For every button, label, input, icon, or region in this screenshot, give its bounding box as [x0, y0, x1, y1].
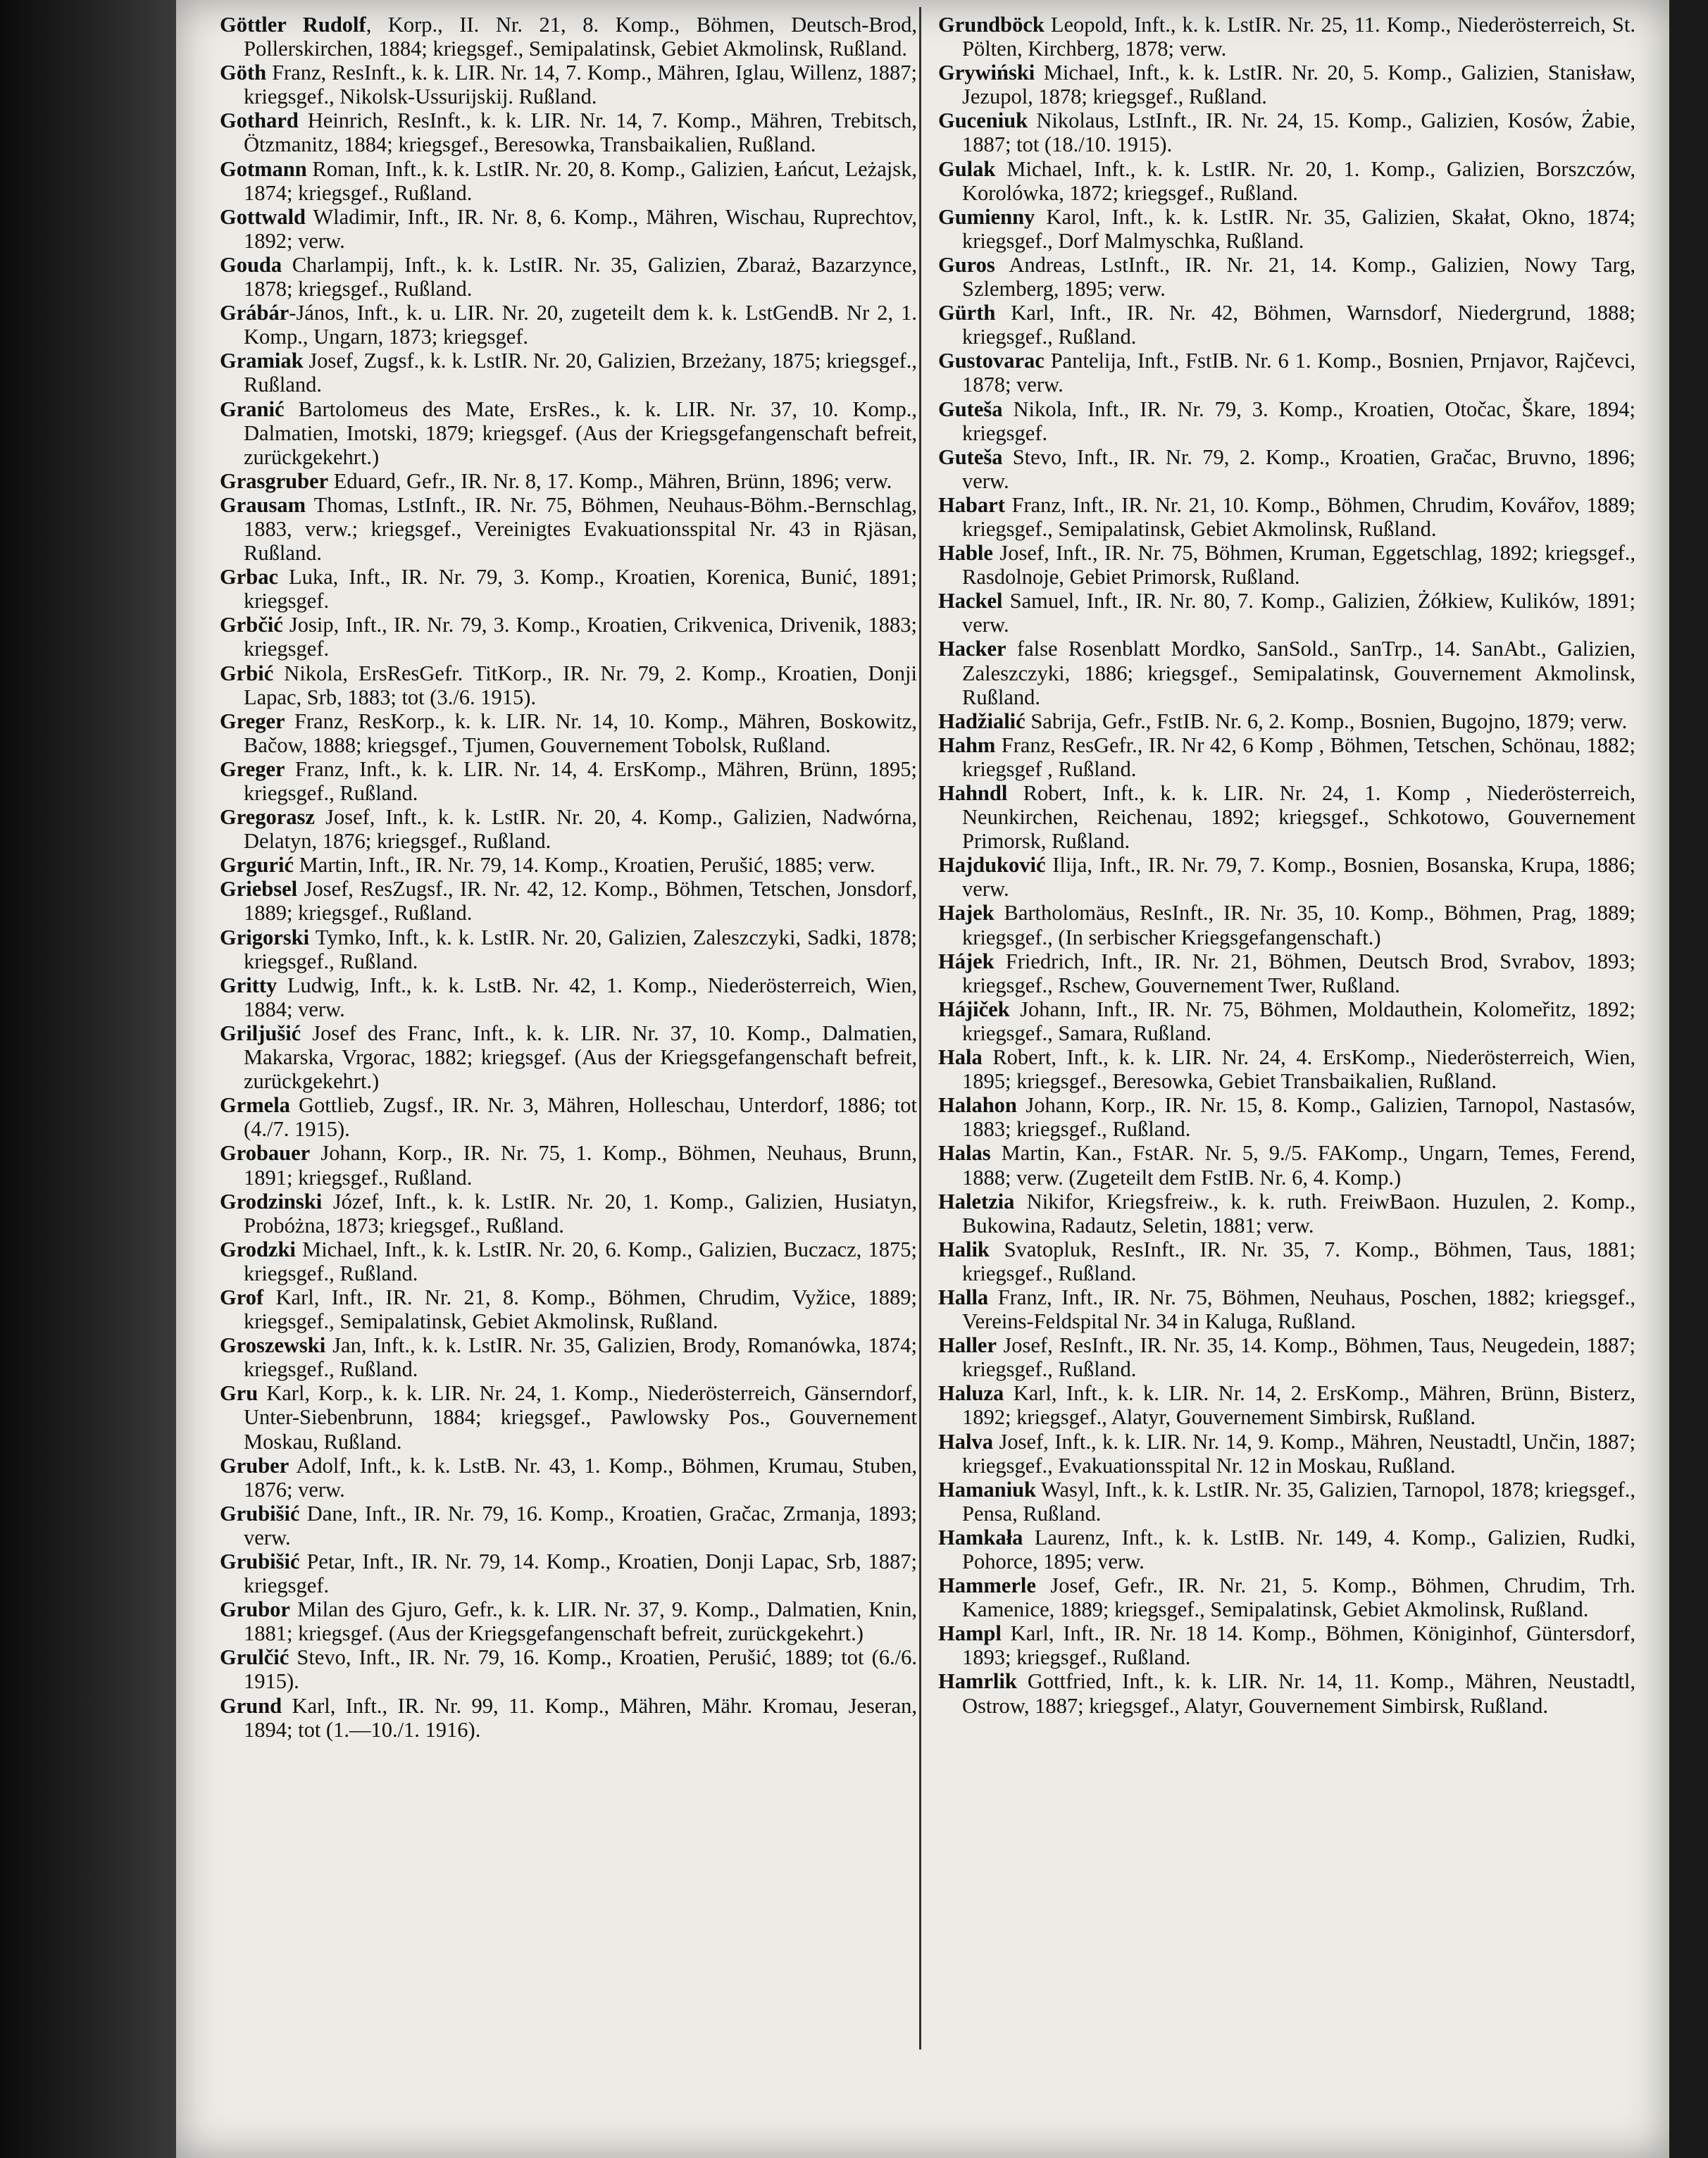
list-entry [938, 1190, 1635, 1237]
list-entry [220, 1141, 917, 1189]
entry-surname: Greger [220, 709, 285, 733]
entry-surname: Granić [220, 397, 285, 421]
entry-details: Józef, Inft., k. k. LstIR. Nr. 20, 1. Komp., Galizien, Husiatyn, Probóżna, 1873; kriegsgef., Rußland. [244, 1189, 917, 1237]
list-entry [938, 13, 1635, 61]
entry-surname: Griljušić [220, 1021, 301, 1045]
entry-surname: Gruber [220, 1453, 289, 1478]
entry-details: Franz, ResInft., k. k. LIR. Nr. 14, 7. Komp., Mähren, Iglau, Willenz, 1887; kriegsgef., Nikolsk-Ussurijskij. Rußland. [244, 61, 917, 109]
entry-surname: Guceniuk [938, 108, 1028, 133]
list-entry [220, 301, 917, 349]
list-entry [220, 1237, 917, 1285]
list-entry [938, 781, 1635, 853]
list-entry [220, 253, 917, 301]
list-entry [220, 157, 917, 205]
entry-details: Jan, Inft., k. k. LstIR. Nr. 35, Galizien, Brody, Romanówka, 1874; kriegsgef., Rußland. [244, 1333, 917, 1382]
entry-details: Wasyl, Inft., k. k. LstIR. Nr. 35, Galizien, Tarnopol, 1878; kriegsgef., Pensa, Rußland. [962, 1477, 1635, 1526]
list-entry [938, 1526, 1635, 1573]
entry-details: Laurenz, Inft., k. k. LstIB. Nr. 149, 4. Komp., Galizien, Rudki, Pohorce, 1895; verw. [962, 1525, 1635, 1573]
entry-surname: Grbčić [220, 613, 283, 637]
list-entry [220, 613, 917, 661]
entry-surname: Grubor [220, 1597, 290, 1622]
entry-surname: Gulak [938, 156, 996, 181]
list-entry [220, 1021, 917, 1093]
entry-details: Tymko, Inft., k. k. LstIR. Nr. 20, Galizien, Zaleszczyki, Sadki, 1878; kriegsgef., Rußland. [244, 925, 917, 973]
entry-surname: Gothard [220, 108, 299, 133]
entry-surname: Grausam [220, 492, 306, 517]
entry-details: Josef, Inft., k. k. LstIR. Nr. 20, 4. Komp., Galizien, Nadwórna, Delatyn, 1876; kriegsgef., Rußland. [244, 805, 917, 854]
entry-surname: Hampl [938, 1621, 1002, 1646]
entry-details: Nikifor, Kriegsfreiw., k. k. ruth. FreiwBaon. Huzulen, 2. Komp., Bukowina, Radautz, Seletin, 1881; verw. [962, 1189, 1635, 1237]
entry-details: Ludwig, Inft., k. k. LstB. Nr. 42, 1. Komp., Niederösterreich, Wien, 1884; verw. [244, 973, 917, 1021]
entry-surname: Hackel [938, 589, 1003, 613]
column-divider [919, 7, 921, 2050]
entry-details: Franz, ResKorp., k. k. LIR. Nr. 14, 10. Komp., Mähren, Boskowitz, Bačow, 1888; kriegsgef., Tjumen, Gouvernement Tobolsk, Rußland. [244, 709, 917, 757]
entry-details: Luka, Inft., IR. Nr. 79, 3. Komp., Kroatien, Korenica, Bunić, 1891; kriegsgef. [244, 565, 917, 613]
list-entry [938, 397, 1635, 445]
list-entry [938, 253, 1635, 301]
entry-surname: Grulčić [220, 1645, 289, 1670]
entry-surname: Hable [938, 541, 993, 566]
entry-surname: Grmela [220, 1093, 290, 1118]
list-entry [938, 493, 1635, 541]
entry-details: Leopold, Inft., k. k. LstIR. Nr. 25, 11. Komp., Niederösterreich, St. Pölten, Kirchberg, 1878; verw. [962, 13, 1635, 61]
entry-surname: Griebsel [220, 877, 298, 902]
list-entry [220, 349, 917, 397]
list-entry [220, 1502, 917, 1549]
list-entry [220, 13, 917, 61]
entry-surname: Grubišić [220, 1501, 300, 1526]
entry-details: Karl, Inft., IR. Nr. 18 14. Komp., Böhmen, Königinhof, Güntersdorf, 1893; kriegsgef., Rußland. [962, 1621, 1635, 1670]
entry-surname: Hamrlik [938, 1669, 1017, 1694]
entry-details: Heinrich, ResInft., k. k. LIR. Nr. 14, 7. Komp., Mähren, Trebitsch, Ötzmanitz, 1884; kriegsgef., Beresowka, Transbaikalien, Rußland. [244, 108, 917, 157]
entry-details: Dane, Inft., IR. Nr. 79, 16. Komp., Kroatien, Gračac, Zrmanja, 1893; verw. [244, 1501, 917, 1549]
entry-details: Ilija, Inft., IR. Nr. 79, 7. Komp., Bosnien, Bosanska, Krupa, 1886; verw. [962, 853, 1635, 902]
entry-details: Sabrija, Gefr., FstIB. Nr. 6, 2. Komp., Bosnien, Bugojno, 1879; verw. [1025, 709, 1628, 733]
list-entry [938, 949, 1635, 997]
left-column [220, 13, 917, 1742]
list-entry [938, 1573, 1635, 1621]
entry-surname: Gürth [938, 301, 996, 325]
list-entry [220, 1285, 917, 1333]
entry-details: Franz, ResGefr., IR. Nr 42, 6 Komp , Böhmen, Tetschen, Schönau, 1882; kriegsgef , Rußland. [962, 732, 1635, 781]
entry-surname: Gustovarac [938, 349, 1045, 373]
entry-details: Andreas, LstInft., IR. Nr. 21, 14. Komp., Galizien, Nowy Targ, Szlemberg, 1895; verw. [962, 252, 1635, 301]
entry-details: Gottfried, Inft., k. k. LIR. Nr. 14, 11. Komp., Mähren, Neustadtl, Ostrow, 1887; kriegsgef., Alatyr, Gouvernement Simbirsk, Rußland. [962, 1669, 1635, 1718]
list-entry [220, 469, 917, 493]
list-entry [220, 1549, 917, 1597]
list-entry [938, 108, 1635, 156]
entry-surname: Göttler Rudolf [220, 13, 366, 37]
entry-surname: Grubišić [220, 1549, 300, 1573]
entry-surname: Guteša [938, 397, 1003, 421]
list-entry [220, 493, 917, 565]
list-entry [938, 1237, 1635, 1285]
list-entry [220, 205, 917, 253]
entry-details: Nikolaus, LstInft., IR. Nr. 24, 15. Komp., Galizien, Kosów, Żabie, 1887; tot (18./10. 1915). [962, 108, 1635, 157]
list-entry [938, 901, 1635, 949]
list-entry [220, 1093, 917, 1141]
entry-surname: Hamaniuk [938, 1477, 1036, 1502]
entry-details: Josef, ResZugsf., IR. Nr. 42, 12. Komp., Böhmen, Tetschen, Jonsdorf, 1889; kriegsgef., Rußland. [244, 877, 917, 925]
entry-surname: Halas [938, 1141, 991, 1166]
entry-details: Franz, Inft., IR. Nr. 75, Böhmen, Neuhaus, Poschen, 1882; kriegsgef., Vereins-Feldspital Nr. 34 in Kaluga, Rußland. [962, 1285, 1635, 1334]
entry-details: Stevo, Inft., IR. Nr. 79, 2. Komp., Kroatien, Gračac, Bruvno, 1896; verw. [962, 444, 1635, 493]
list-entry [220, 1645, 917, 1693]
entry-details: Samuel, Inft., IR. Nr. 80, 7. Komp., Galizien, Żółkiew, Kulików, 1891; verw. [962, 589, 1635, 637]
entry-surname: Hahndl [938, 781, 1008, 805]
list-entry [220, 1190, 917, 1237]
list-entry [938, 637, 1635, 709]
entry-details: Robert, Inft., k. k. LIR. Nr. 24, 1. Komp , Niederösterreich, Neunkirchen, Reichenau, 1892; kriegsgef., Schkotowo, Gouvernement Primorsk, Rußland. [962, 781, 1635, 854]
entry-details: Michael, Inft., k. k. LstIR. Nr. 20, 1. Komp., Galizien, Borszczów, Korolówka, 1872; kriegsgef., Rußland. [962, 156, 1635, 205]
entry-details: false Rosenblatt Mordko, SanSold., SanTrp., 14. SanAbt., Galizien, Zaleszczyki, 1886; kriegsgef., Semipalatinsk, Gouvernement Akmolinsk, Rußland. [962, 637, 1635, 709]
entry-details: Wladimir, Inft., IR. Nr. 8, 6. Komp., Mähren, Wischau, Ruprechtov, 1892; verw. [244, 204, 917, 253]
entry-surname: Grodzki [220, 1237, 296, 1261]
entry-surname: Haluza [938, 1381, 1004, 1406]
list-entry [220, 1694, 917, 1742]
entry-surname: Guteša [938, 444, 1003, 469]
entry-details: Karl, Inft., IR. Nr. 21, 8. Komp., Böhmen, Chrudim, Vyžice, 1889; kriegsgef., Semipalatinsk, Gebiet Akmolinsk, Rußland. [244, 1285, 917, 1334]
list-entry [220, 1454, 917, 1502]
entry-details: Bartholomäus, ResInft., IR. Nr. 35, 10. Komp., Böhmen, Prag, 1889; kriegsgef., (In serbischer Kriegsgefangenschaft.) [962, 901, 1635, 949]
entry-surname: Hammerle [938, 1573, 1036, 1598]
entry-surname: Halik [938, 1237, 990, 1261]
entry-surname: Hamkała [938, 1525, 1023, 1549]
entry-details: Josip, Inft., IR. Nr. 79, 3. Komp., Kroatien, Crikvenica, Drivenik, 1883; kriegsgef. [244, 613, 917, 661]
entry-surname: Grodzinski [220, 1189, 323, 1214]
list-entry [938, 733, 1635, 781]
entry-surname: Halahon [938, 1093, 1017, 1118]
list-entry [938, 301, 1635, 349]
entry-details: Gottlieb, Zugsf., IR. Nr. 3, Mähren, Holleschau, Unterdorf, 1886; tot (4./7. 1915). [244, 1093, 917, 1142]
list-entry [220, 757, 917, 805]
entry-surname: Gru [220, 1381, 258, 1406]
list-entry [938, 1045, 1635, 1093]
entry-surname: Hacker [938, 637, 1006, 661]
entry-details: Stevo, Inft., IR. Nr. 79, 16. Komp., Kroatien, Perušić, 1889; tot (6./6. 1915). [244, 1645, 917, 1694]
entry-details: Friedrich, Inft., IR. Nr. 21, Böhmen, Deutsch Brod, Svrabov, 1893; kriegsgef., Rschew, Gouvernement Twer, Rußland. [962, 949, 1635, 997]
list-entry [220, 108, 917, 156]
list-entry [938, 1381, 1635, 1429]
entry-surname: Grbić [220, 661, 274, 685]
list-entry [938, 589, 1635, 637]
list-entry [220, 709, 917, 757]
list-entry [938, 1669, 1635, 1717]
entry-surname: Halva [938, 1429, 993, 1454]
entry-surname: Haletzia [938, 1189, 1015, 1214]
entry-details: Johann, Korp., IR. Nr. 15, 8. Komp., Galizien, Tarnopol, Nastasów, 1883; kriegsgef., Rußland. [962, 1093, 1635, 1142]
entry-details: Michael, Inft., k. k. LstIR. Nr. 20, 6. Komp., Galizien, Buczacz, 1875; kriegsgef., Rußland. [244, 1237, 917, 1285]
entry-details: Martin, Kan., FstAR. Nr. 5, 9./5. FAKomp., Ungarn, Temes, Ferend, 1888; verw. (Zugeteilt dem FstIB. Nr. 6, 4. Komp.) [962, 1141, 1635, 1190]
entry-surname: Haller [938, 1333, 997, 1358]
entry-details: Pantelija, Inft., FstIB. Nr. 6 1. Komp., Bosnien, Prnjavor, Rajčevci, 1878; verw. [962, 349, 1635, 397]
list-entry [938, 1093, 1635, 1141]
entry-surname: Göth [220, 61, 267, 85]
list-entry [938, 709, 1635, 733]
list-entry [220, 1333, 917, 1381]
entry-surname: Grigorski [220, 925, 310, 949]
entry-surname: Grgurić [220, 853, 294, 878]
list-entry [938, 61, 1635, 108]
list-entry [220, 877, 917, 925]
entry-surname: Hájek [938, 949, 995, 973]
entry-details: Petar, Inft., IR. Nr. 79, 14. Komp., Kroatien, Donji Lapac, Srb, 1887; kriegsgef. [244, 1549, 917, 1598]
entry-surname: Grywiński [938, 61, 1035, 85]
entry-surname: Gramiak [220, 349, 304, 373]
entry-details: Martin, Inft., IR. Nr. 79, 14. Komp., Kroatien, Perušić, 1885; verw. [294, 853, 875, 878]
entry-details: Karl, Inft., IR. Nr. 99, 11. Komp., Mähren, Mähr. Kromau, Jeseran, 1894; tot (1.—10./1. 1916). [244, 1693, 917, 1742]
list-entry [220, 565, 917, 613]
entry-surname: Guros [938, 252, 995, 277]
list-entry [220, 805, 917, 853]
list-entry [938, 349, 1635, 397]
entry-details: Josef, Inft., IR. Nr. 75, Böhmen, Kruman, Eggetschlag, 1892; kriegsgef., Rasdolnoje, Gebiet Primorsk, Rußland. [962, 541, 1635, 590]
entry-surname: Hahm [938, 732, 996, 757]
entry-surname: Greger [220, 756, 285, 781]
entry-surname: Gumienny [938, 204, 1035, 229]
list-entry [938, 1333, 1635, 1381]
scan-left-margin [0, 0, 176, 2158]
entry-details: Milan des Gjuro, Gefr., k. k. LIR. Nr. 37, 9. Komp., Dalmatien, Knin, 1881; kriegsgef. (Aus der Kriegsgefangenschaft befreit, zurückgekehrt.) [244, 1597, 917, 1646]
entry-details: , Korp., II. Nr. 21, 8. Komp., Böhmen, Deutsch-Brod, Pollerskirchen, 1884; kriegsgef., Semipalatinsk, Gebiet Akmolinsk, Rußland. [244, 13, 918, 61]
list-entry [938, 1430, 1635, 1478]
list-entry [220, 1381, 917, 1453]
list-entry [938, 1621, 1635, 1669]
entry-surname: Hajek [938, 901, 995, 925]
entry-details: Michael, Inft., k. k. LstIR. Nr. 20, 5. Komp., Galizien, Stanisław, Jezupol, 1878; kriegsgef., Rußland. [962, 61, 1635, 109]
entry-details: Eduard, Gefr., IR. Nr. 8, 17. Komp., Mähren, Brünn, 1896; verw. [328, 468, 892, 493]
entry-surname: Gouda [220, 252, 282, 277]
entry-details: Bartolomeus des Mate, ErsRes., k. k. LIR. Nr. 37, 10. Komp., Dalmatien, Imotski, 1879; kriegsgef. (Aus der Kriegsgefangenschaft befreit, zurückgekehrt.) [244, 397, 917, 469]
list-entry [938, 157, 1635, 205]
entry-details: Josef, Gefr., IR. Nr. 21, 5. Komp., Böhmen, Chrudim, Trh. Kamenice, 1889; kriegsgef., Semipalatinsk, Gebiet Akmolinsk, Rußland. [962, 1573, 1635, 1622]
entry-surname: Habart [938, 492, 1005, 517]
entry-surname: Gritty [220, 973, 278, 997]
entry-surname: Hala [938, 1045, 983, 1070]
entry-surname: Halla [938, 1285, 989, 1309]
entry-details: Roman, Inft., k. k. LstIR. Nr. 20, 8. Komp., Galizien, Łańcut, Leżajsk, 1874; kriegsgef., Rußland. [244, 156, 917, 205]
entry-surname: Groszewski [220, 1333, 326, 1358]
entry-surname: Grasgruber [220, 468, 329, 493]
list-entry [938, 1478, 1635, 1526]
entry-surname: Grábár [220, 301, 289, 325]
entry-details: -János, Inft., k. u. LIR. Nr. 20, zugeteilt dem k. k. LstGendB. Nr 2, 1. Komp., Ungarn, 1873; kriegsgef. [244, 301, 917, 349]
list-entry [220, 61, 917, 108]
entry-details: Karl, Inft., k. k. LIR. Nr. 14, 2. ErsKomp., Mähren, Brünn, Bisterz, 1892; kriegsgef., Alatyr, Gouvernement Simbirsk, Rußland. [962, 1381, 1635, 1430]
list-entry [938, 445, 1635, 493]
list-entry [938, 853, 1635, 901]
entry-details: Franz, Inft., IR. Nr. 21, 10. Komp., Böhmen, Chrudim, Kovářov, 1889; kriegsgef., Semipalatinsk, Gebiet Akmolinsk, Rußland. [962, 492, 1635, 541]
list-entry [220, 1597, 917, 1645]
entry-surname: Hájiček [938, 997, 1010, 1021]
entry-surname: Gotmann [220, 156, 307, 181]
list-entry [220, 973, 917, 1021]
entry-surname: Gottwald [220, 204, 306, 229]
entry-details: Josef, Inft., k. k. LIR. Nr. 14, 9. Komp., Mähren, Neustadtl, Unčin, 1887; kriegsgef., Evakuationsspital Nr. 12 in Moskau, Rußland. [962, 1429, 1635, 1478]
entry-details: Thomas, LstInft., IR. Nr. 75, Böhmen, Neuhaus-Böhm.-Bernschlag, 1883, verw.; kriegsgef., Vereinigtes Evakuationsspital Nr. 43 in Rjäsan, Rußland. [244, 492, 917, 566]
entry-details: Karol, Inft., k. k. LstIR. Nr. 35, Galizien, Skałat, Okno, 1874; kriegsgef., Dorf Malmyschka, Rußland. [962, 204, 1635, 253]
entry-details: Adolf, Inft., k. k. LstB. Nr. 43, 1. Komp., Böhmen, Krumau, Stuben, 1876; verw. [244, 1453, 917, 1502]
entry-surname: Grundböck [938, 13, 1045, 37]
entry-surname: Grobauer [220, 1141, 311, 1166]
entry-details: Johann, Korp., IR. Nr. 75, 1. Komp., Böhmen, Neuhaus, Brunn, 1891; kriegsgef., Rußland. [244, 1141, 917, 1190]
list-entry [938, 1285, 1635, 1333]
entry-details: Josef, ResInft., IR. Nr. 35, 14. Komp., Böhmen, Taus, Neugedein, 1887; kriegsgef., Rußland. [962, 1333, 1635, 1382]
right-column [938, 13, 1635, 1718]
entry-surname: Grof [220, 1285, 264, 1309]
entry-surname: Grbac [220, 565, 279, 590]
list-entry [220, 661, 917, 709]
list-entry [220, 397, 917, 469]
entry-surname: Gregorasz [220, 805, 315, 830]
list-entry [220, 925, 917, 973]
list-entry [938, 1141, 1635, 1189]
entry-details: Josef des Franc, Inft., k. k. LIR. Nr. 37, 10. Komp., Dalmatien, Makarska, Vrgorac, 1882; kriegsgef. (Aus der Kriegsgefangenschaft befreit, zurückgekehrt.) [244, 1021, 917, 1094]
entry-details: Franz, Inft., k. k. LIR. Nr. 14, 4. ErsKomp., Mähren, Brünn, 1895; kriegsgef., Rußland. [244, 756, 917, 805]
list-entry [220, 853, 917, 877]
entry-surname: Hadžialić [938, 709, 1026, 733]
list-entry [938, 997, 1635, 1045]
entry-details: Karl, Inft., IR. Nr. 42, Böhmen, Warnsdorf, Niedergrund, 1888; kriegsgef., Rußland. [962, 301, 1635, 349]
entry-details: Robert, Inft., k. k. LIR. Nr. 24, 4. ErsKomp., Niederösterreich, Wien, 1895; kriegsgef., Beresowka, Gebiet Transbaikalien, Rußland. [962, 1045, 1635, 1094]
list-entry [938, 541, 1635, 589]
entry-details: Johann, Inft., IR. Nr. 75, Böhmen, Moldauthein, Kolomeřitz, 1892; kriegsgef., Samara, Rußland. [962, 997, 1635, 1045]
entry-surname: Hajduković [938, 853, 1046, 878]
entry-details: Josef, Zugsf., k. k. LstIR. Nr. 20, Galizien, Brzeżany, 1875; kriegsgef., Rußland. [244, 349, 917, 397]
entry-surname: Grund [220, 1693, 282, 1718]
list-entry [938, 205, 1635, 253]
entry-details: Nikola, Inft., IR. Nr. 79, 3. Komp., Kroatien, Otočac, Škare, 1894; kriegsgef. [962, 397, 1635, 445]
entry-details: Svatopluk, ResInft., IR. Nr. 35, 7. Komp., Böhmen, Taus, 1881; kriegsgef., Rußland. [962, 1237, 1635, 1285]
entry-details: Karl, Korp., k. k. LIR. Nr. 24, 1. Komp., Niederösterreich, Gänserndorf, Unter-Siebenbrunn, 1884; kriegsgef., Pawlowsky Pos., Gouvernement Moskau, Rußland. [244, 1381, 917, 1454]
entry-details: Charlampij, Inft., k. k. LstIR. Nr. 35, Galizien, Zbaraż, Bazarzynce, 1878; kriegsgef., Rußland. [244, 252, 917, 301]
entry-details: Nikola, ErsResGefr. TitKorp., IR. Nr. 79, 2. Komp., Kroatien, Donji Lapac, Srb, 1883; tot (3./6. 1915). [244, 661, 917, 709]
